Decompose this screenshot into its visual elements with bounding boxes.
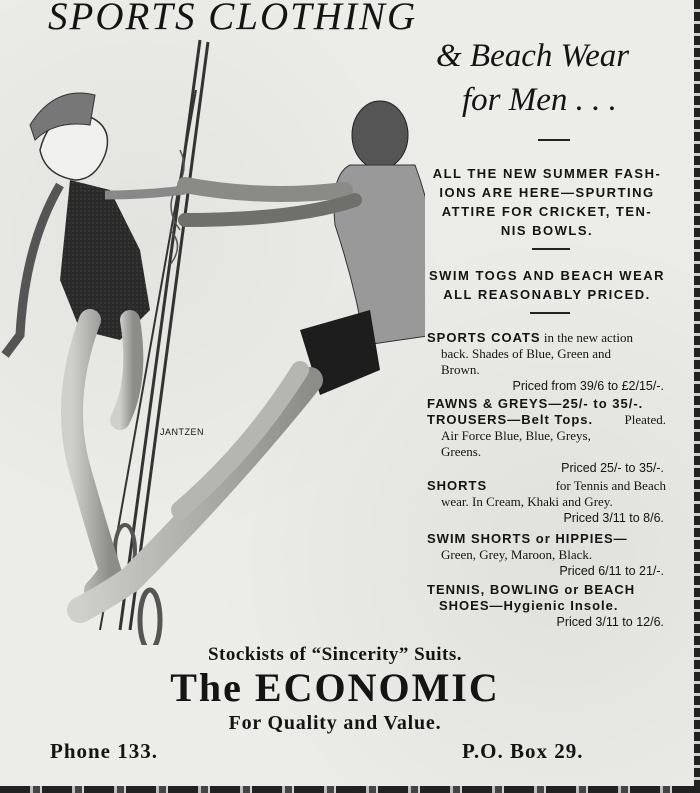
jantzen-brand-tag: JANTZEN	[160, 427, 204, 437]
item-heading: TROUSERS—Belt Tops.	[427, 412, 594, 427]
item-fawns-greys	[427, 396, 670, 412]
item-heading: FAWNS & GREYS—25/- to 35/-.	[427, 396, 644, 411]
item-desc: back. Shades of Blue, Green and	[441, 346, 612, 361]
item-shoes	[427, 582, 670, 630]
item-price: Priced 3/11 to 8/6.	[563, 511, 664, 525]
stockists-line: Stockists of “Sincerity” Suits.	[207, 644, 463, 665]
po-box: P.O. Box 29.	[462, 739, 584, 763]
item-sports-coats	[427, 330, 670, 394]
item-desc: in the new action	[543, 330, 634, 345]
item-heading: TENNIS, BOWLING or BEACH	[427, 582, 636, 597]
item-shorts	[427, 478, 670, 526]
item-heading: SWIM SHORTS or HIPPIES—	[427, 531, 628, 546]
phone-number: Phone 133.	[50, 739, 159, 763]
item-price: Priced 3/11 to 12/6.	[556, 615, 664, 629]
pricing-line: ALL REASONABLY PRICED.	[443, 287, 651, 302]
intro-line: NIS BOWLS.	[500, 223, 594, 238]
item-heading: SHOES—Hygienic Insole.	[439, 598, 619, 613]
ad-subtitle-line2: for Men . . .	[462, 82, 617, 118]
pricing-line: SWIM TOGS AND BEACH WEAR	[428, 268, 666, 283]
pricing-note	[427, 266, 667, 304]
divider-rule	[538, 139, 570, 141]
beachwear-couple-illustration	[0, 30, 425, 645]
item-heading: SHORTS	[427, 478, 488, 493]
item-heading: SPORTS COATS	[427, 330, 541, 345]
divider-rule	[532, 248, 570, 250]
intro-text	[427, 164, 667, 240]
item-price: Priced 25/- to 35/-.	[561, 461, 664, 475]
item-desc: Brown.	[441, 362, 480, 377]
item-desc: for Tennis and Beach	[555, 478, 666, 493]
item-trousers	[427, 412, 670, 476]
page-border-right	[694, 0, 700, 793]
divider-rule	[530, 312, 570, 314]
item-price: Priced from 39/6 to £2/15/-.	[512, 379, 664, 393]
item-desc: wear. In Cream, Khaki and Grey.	[441, 494, 613, 509]
item-desc: Pleated.	[624, 412, 666, 427]
intro-line: ALL THE NEW SUMMER FASH-	[432, 166, 662, 181]
item-swim-shorts	[427, 531, 670, 579]
item-desc: Greens.	[441, 444, 482, 459]
ad-subtitle-line1: & Beach Wear	[436, 38, 630, 74]
intro-line: ATTIRE FOR CRICKET, TEN-	[441, 204, 653, 219]
page-border-bottom	[0, 786, 700, 793]
item-desc: Green, Grey, Maroon, Black.	[441, 547, 593, 562]
store-tagline: For Quality and Value.	[228, 712, 442, 734]
ad-title: SPORTS CLOTHING	[48, 0, 418, 38]
item-price: Priced 6/11 to 21/-.	[559, 564, 664, 578]
item-desc: Air Force Blue, Blue, Greys,	[441, 428, 591, 443]
intro-line: IONS ARE HERE—SPURTING	[439, 185, 655, 200]
store-name: The ECONOMIC	[170, 665, 500, 710]
